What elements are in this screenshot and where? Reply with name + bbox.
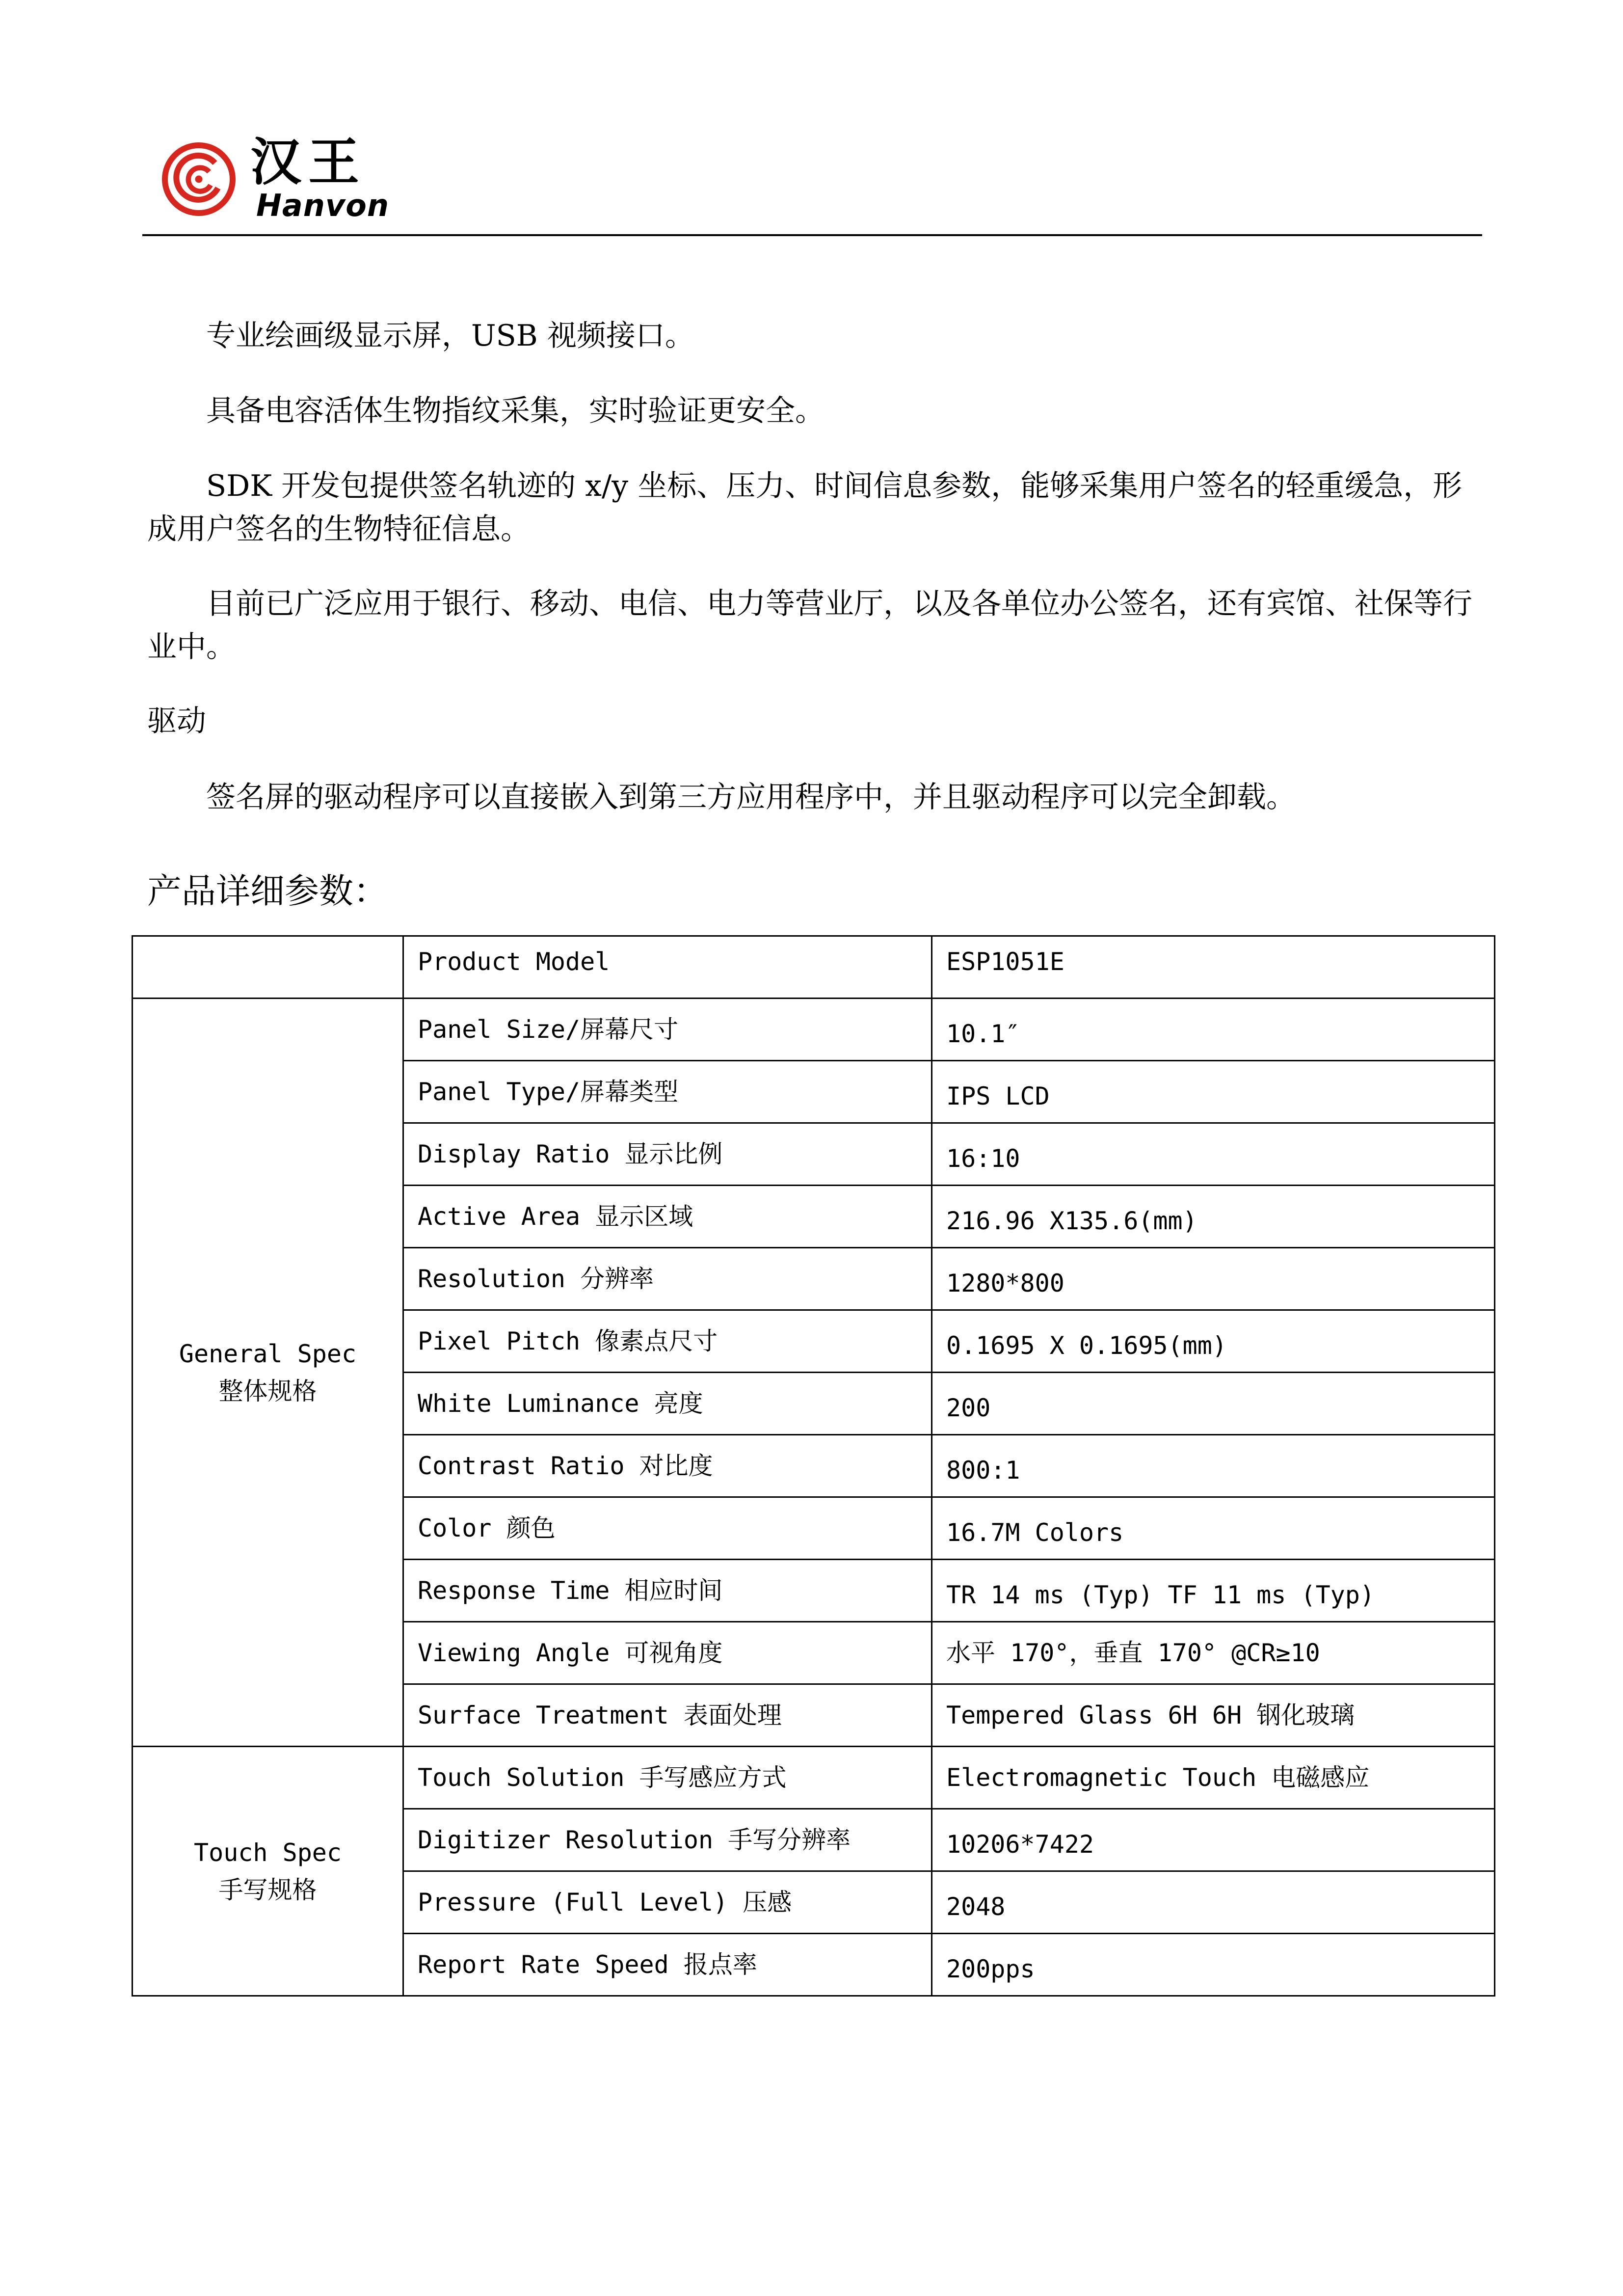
group-label-cn: 手写规格 [218,1875,317,1904]
spec-label: Surface Treatment 表面处理 [403,1684,932,1747]
group-label-en: General Spec [179,1339,357,1368]
group-touch-spec [133,1747,403,1996]
spec-value: Tempered Glass 6H 6H 钢化玻璃 [932,1684,1495,1747]
logo-english-name: Hanvon [256,188,390,223]
spec-value: TR 14 ms (Typ) TF 11 ms (Typ) [932,1560,1495,1622]
spec-label: Report Rate Speed 报点率 [403,1934,932,1996]
spec-value: ESP1051E [932,936,1495,999]
spec-value: Electromagnetic Touch 电磁感应 [932,1747,1495,1809]
paragraph-fingerprint: 具备电容活体生物指纹采集，实时验证更安全。 [206,394,825,428]
section-title: 产品详细参数： [147,871,388,911]
spec-value: 水平 170°，垂直 170° @CR≥10 [932,1622,1495,1684]
page-header [142,133,515,231]
spec-label: White Luminance 亮度 [403,1373,932,1435]
spec-label: Product Model [403,936,932,999]
spec-value: 10.1″ [932,999,1495,1061]
spec-label: Response Time 相应时间 [403,1560,932,1622]
spec-value: 16.7M Colors [932,1497,1495,1560]
paragraph-driver: 签名屏的驱动程序可以直接嵌入到第三方应用程序中，并且驱动程序可以完全卸载。 [206,780,1296,814]
spec-value: 2048 [932,1871,1495,1934]
spec-label: Resolution 分辨率 [403,1248,932,1310]
spec-label: Pixel Pitch 像素点尺寸 [403,1310,932,1373]
spec-value: 0.1695 X 0.1695(mm) [932,1310,1495,1373]
table-row [133,1747,1495,1809]
table-row [133,999,1495,1061]
spec-value: 16:10 [932,1123,1495,1186]
group-label-en: Touch Spec [193,1838,342,1867]
paragraph-sdk: SDK 开发包提供签名轨迹的 x/y 坐标、压力、时间信息参数，能够采集用户签名的轻重缓急，形成用户签名的生物特征信息。 [147,469,1463,546]
spec-label: Panel Size/屏幕尺寸 [403,999,932,1061]
spec-label: Contrast Ratio 对比度 [403,1435,932,1497]
driver-heading: 驱动 [147,704,206,738]
spec-value: 1280*800 [932,1248,1495,1310]
table-row [133,936,1495,999]
spec-value: 200pps [932,1934,1495,1996]
spec-value: IPS LCD [932,1061,1495,1123]
spec-label: Viewing Angle 可视角度 [403,1622,932,1684]
spec-value: 216.96 X135.6(mm) [932,1186,1495,1248]
group-label-cn: 整体规格 [218,1377,317,1405]
spec-label: Panel Type/屏幕类型 [403,1061,932,1123]
spec-label: Display Ratio 显示比例 [403,1123,932,1186]
spec-value: 10206*7422 [932,1809,1495,1871]
spec-value: 200 [932,1373,1495,1435]
paragraph-display: 专业绘画级显示屏，USB 视频接口。 [206,319,694,353]
hanvon-logo-icon [162,142,236,216]
group-general-spec [133,999,403,1747]
empty-cell [133,936,403,999]
logo-chinese-name: 汉王 [250,132,367,192]
spec-label: Active Area 显示区域 [403,1186,932,1248]
spec-value: 800:1 [932,1435,1495,1497]
spec-label: Digitizer Resolution 手写分辨率 [403,1809,932,1871]
spec-table [132,935,1495,1997]
header-divider [142,234,1482,236]
spec-label: Touch Solution 手写感应方式 [403,1747,932,1809]
spec-label: Pressure (Full Level) 压感 [403,1871,932,1934]
paragraph-applications: 目前已广泛应用于银行、移动、电信、电力等营业厅，以及各单位办公签名，还有宾馆、社保等行业中。 [147,587,1472,664]
spec-label: Color 颜色 [403,1497,932,1560]
